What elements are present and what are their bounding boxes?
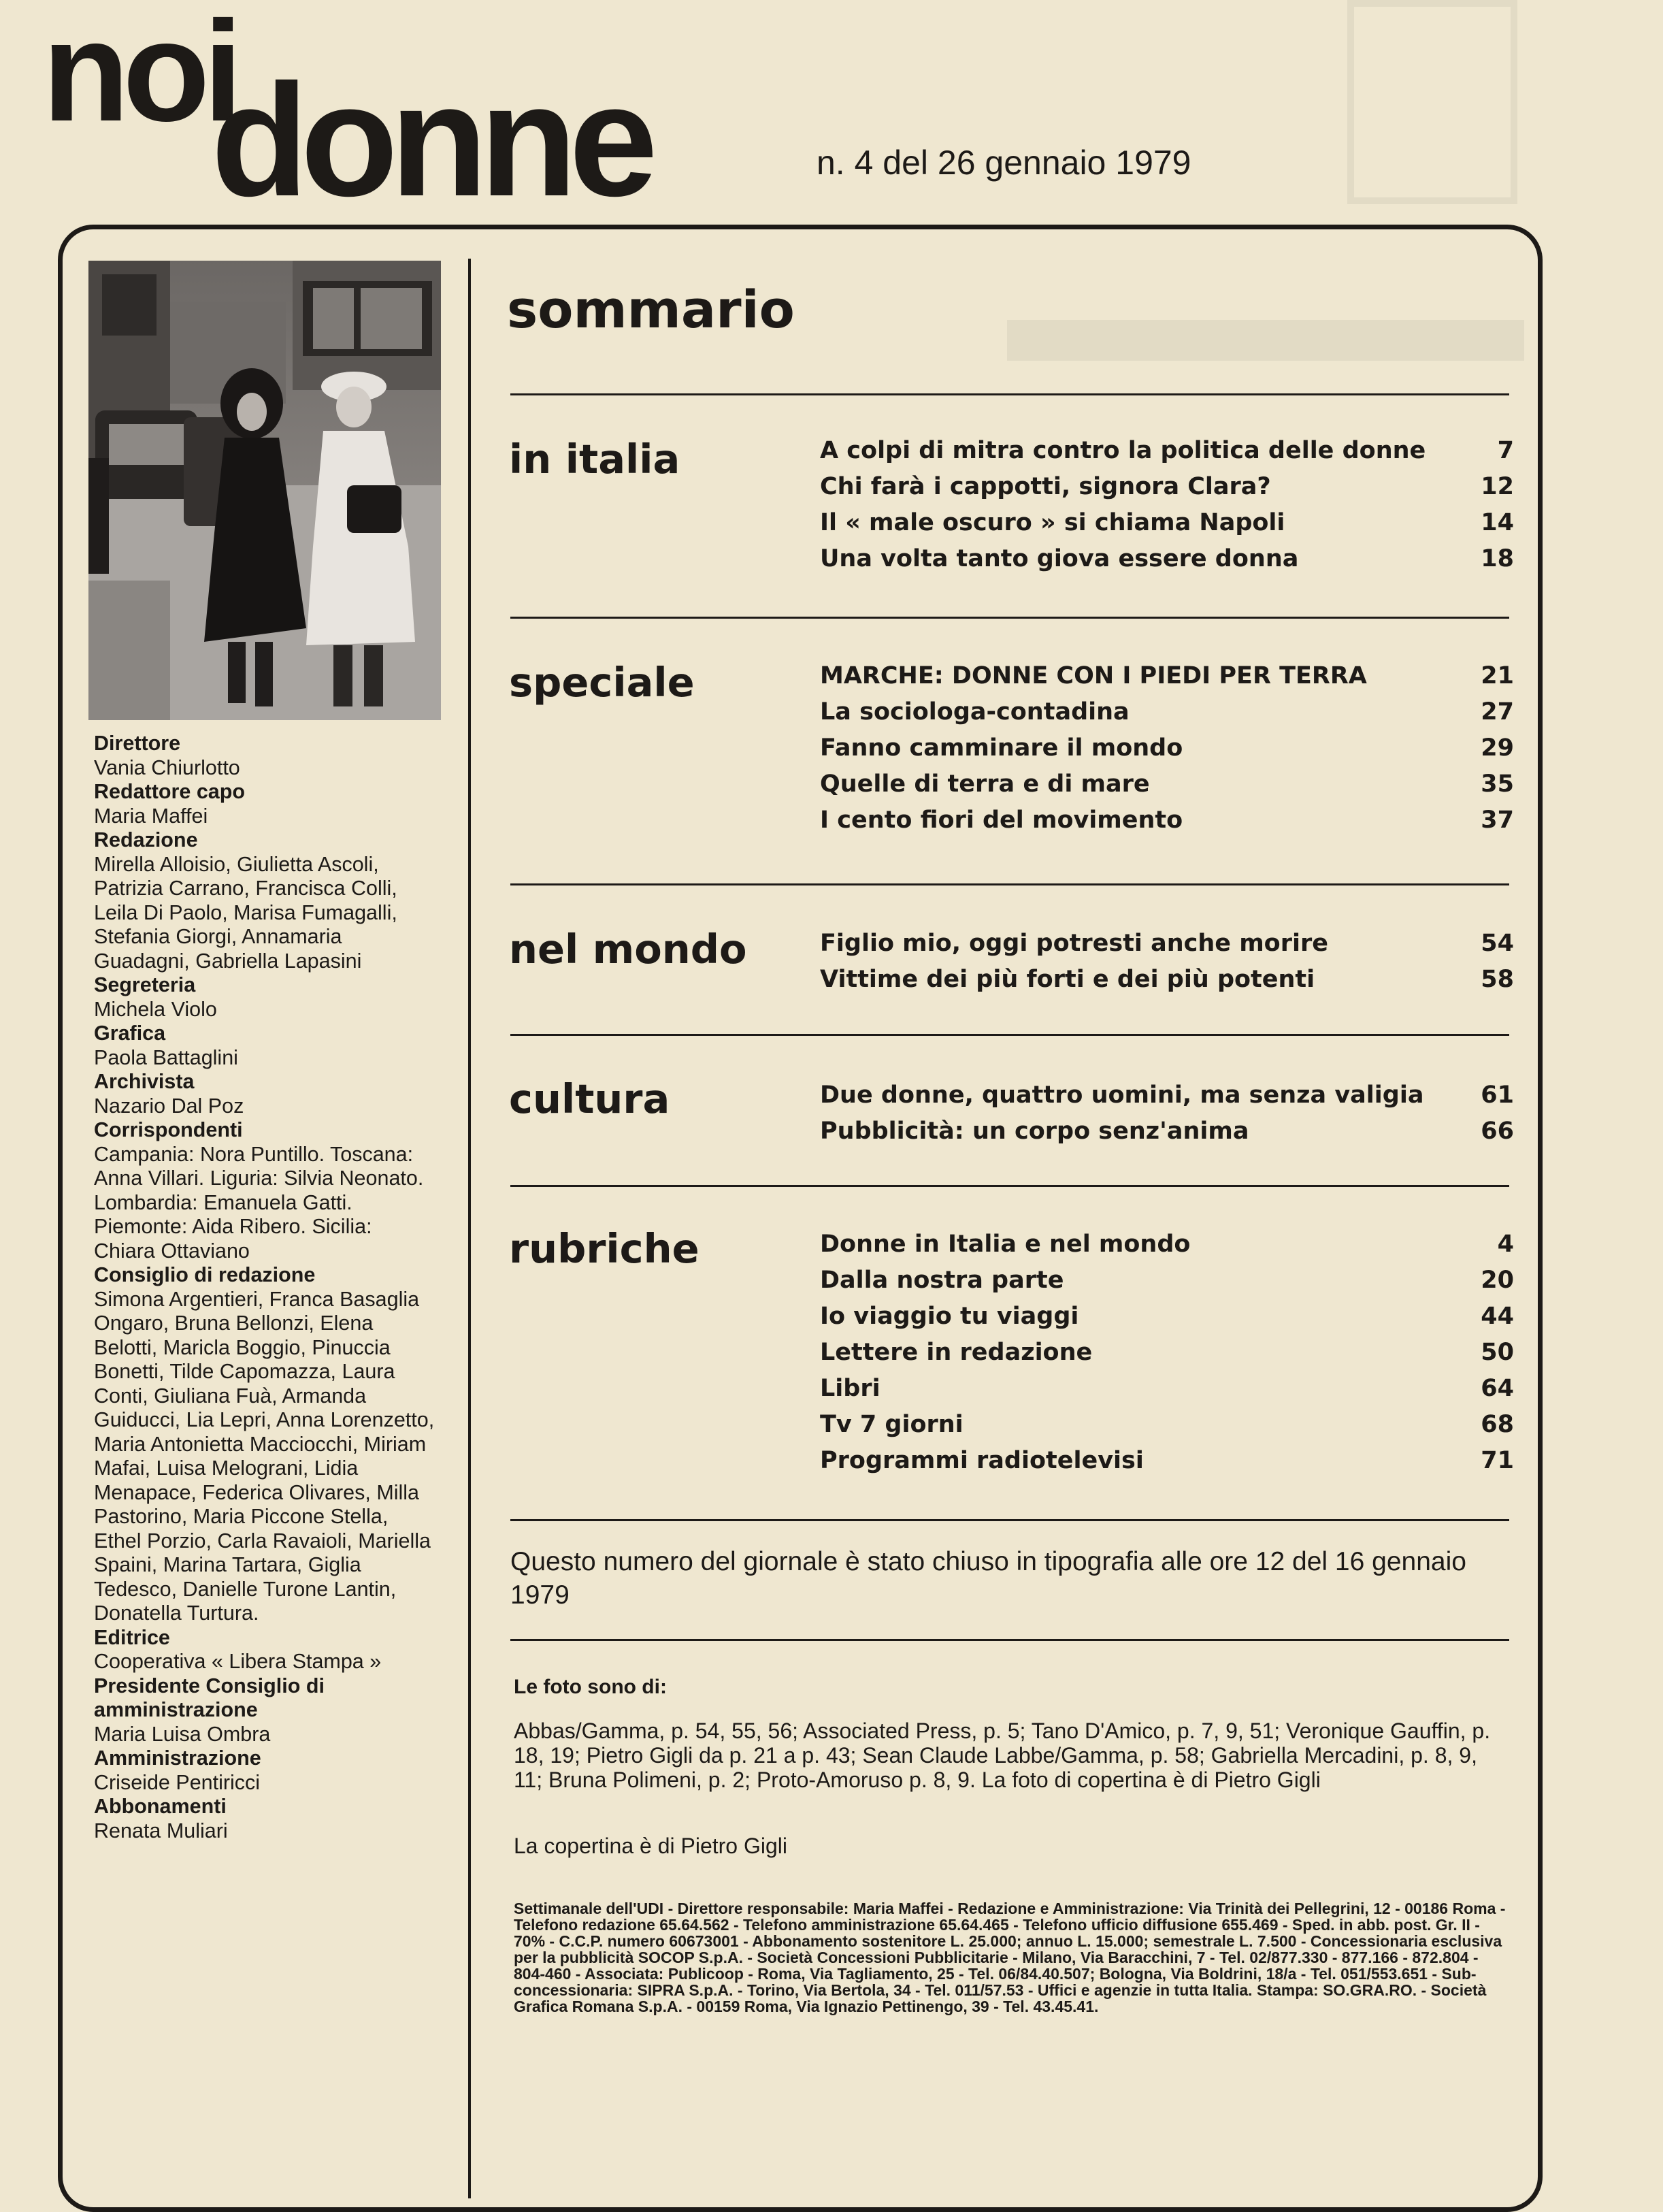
toc-entry-title: Donne in Italia e nel mondo <box>820 1231 1191 1258</box>
divider-3 <box>510 883 1509 885</box>
divider-5 <box>510 1185 1509 1187</box>
toc-entry[interactable] <box>820 1303 1514 1339</box>
toc-entry-title: Dalla nostra parte <box>820 1267 1064 1294</box>
toc-entry-title: Chi farà i cappotti, signora Clara? <box>820 473 1271 500</box>
toc-title: sommario <box>507 279 795 340</box>
toc-entry-page: 44 <box>1481 1303 1514 1330</box>
staff-entry-redattore-capo: Redattore capo Maria Maffei <box>94 780 246 828</box>
section-title-in-italia: in italia <box>509 436 680 483</box>
toc-entry-page: 37 <box>1481 807 1514 834</box>
staff-entry-amministrazione: Amministrazione Criseide Pentiricci <box>94 1746 261 1794</box>
toc-entry[interactable] <box>820 473 1514 509</box>
toc-entry-title: Tv 7 giorni <box>820 1411 964 1438</box>
staff-list <box>94 732 438 1843</box>
toc-entry-title: Lettere in redazione <box>820 1339 1093 1366</box>
logo-noi: noi <box>42 0 236 151</box>
toc-entry-title: Quelle di terra e di mare <box>820 770 1150 798</box>
toc-entry-page: 4 <box>1497 1231 1514 1258</box>
toc-entry[interactable] <box>820 1411 1514 1447</box>
toc-entry-page: 12 <box>1481 473 1514 500</box>
toc-entry-title: Vittime dei più forti e dei più potenti <box>820 966 1315 993</box>
section-title-nel-mondo: nel mondo <box>509 926 747 973</box>
toc-entry-title: Libri <box>820 1375 880 1402</box>
toc-entry-title: I cento fiori del movimento <box>820 807 1183 834</box>
toc-entry-page: 7 <box>1497 437 1514 464</box>
street-scene-photo <box>88 261 441 720</box>
toc-entry-page: 66 <box>1481 1118 1514 1145</box>
toc-entry-title: Programmi radiotelevisi <box>820 1447 1144 1474</box>
cover-photo <box>88 261 441 720</box>
toc-entry-page: 27 <box>1481 698 1514 726</box>
toc-entry-page: 14 <box>1481 509 1514 536</box>
toc-entry[interactable] <box>820 1375 1514 1411</box>
section-title-rubriche: rubriche <box>509 1225 699 1272</box>
imprint: Settimanale dell'UDI - Direttore responsabile: Maria Maffei - Redazione e Amministrazione: Via Trinità dei Pellegrini, 12 - 00186 Roma - Telefono redazione 65.64.562 - Telefono amministrazione 65.64.465 - Telefono ufficio diffusione 655.469 - Sped. in abb. post. Gr. II - 70% - C.C.P. numero 60673001 - Abbonamento sostenitore L. 25.000; annuo L. 15.000; semestrale L. 7.500 - Concessionaria esclusiva per la pubblicità SOCOP S.p.A. - Società Concessioni Pubblicitarie - Milano, Via Baracchini, 7 - Tel. 02/877.330 - 877.166 - 872.804 - 804-460 - Associata: Publicoop - Roma, Via Tagliamento, 25 - Tel. 06/84.40.507; Bologna, Via Boldrini, 18/a - Tel. 051/553.651 - Sub-concessionaria: SIPRA S.p.A. - Torino, Via Bertola, 34 - Tel. 011/57.53 - Uffici e agenzie in tutta Italia. Stampa: SO.GRA.RO. - Società Grafica Romana S.p.A. - 00159 Roma, Via Ignazio Pettinengo, 39 - Tel. 43.45.41. <box>514 1900 1506 2015</box>
divider-7 <box>510 1639 1509 1641</box>
toc-entry-title: Il « male oscuro » si chiama Napoli <box>820 509 1285 536</box>
toc-entry[interactable] <box>820 437 1514 473</box>
divider-1 <box>510 393 1509 395</box>
toc-entry-page: 29 <box>1481 734 1514 762</box>
staff-entry-segreteria: Segreteria Michela Violo <box>94 973 217 1021</box>
toc-entry[interactable] <box>820 545 1514 581</box>
toc-entry[interactable] <box>820 1081 1514 1118</box>
toc-entry-page: 20 <box>1481 1267 1514 1294</box>
staff-entry-corrispondenti: Corrispondenti Campania: Nora Puntillo. Toscana: Anna Villari. Liguria: Silvia Neonato. Lombardia: Emanuela Gatti. Piemonte: Aida Ribero. Sicilia: Chiara Ottaviano <box>94 1118 424 1263</box>
divider-4 <box>510 1034 1509 1036</box>
staff-entry-presidente: Presidente Consiglio di amministrazione Maria Luisa Ombra <box>94 1674 325 1746</box>
toc-entry-page: 54 <box>1481 930 1514 957</box>
toc-entry[interactable] <box>820 930 1514 966</box>
divider-6 <box>510 1519 1509 1521</box>
toc-entry-title: Figlio mio, oggi potresti anche morire <box>820 930 1328 957</box>
toc-entry[interactable] <box>820 662 1514 698</box>
staff-entry-redazione: Redazione Mirella Alloisio, Giulietta Ascoli, Patrizia Carrano, Francisca Colli, Leila Di Paolo, Marisa Fumagalli, Stefania Giorgi, Annamaria Guadagni, Gabriella Lapasini <box>94 828 397 973</box>
divider-2 <box>510 617 1509 619</box>
section-title-cultura: cultura <box>509 1075 670 1122</box>
toc-entry-page: 68 <box>1481 1411 1514 1438</box>
toc-entry[interactable] <box>820 1339 1514 1375</box>
toc-entry[interactable] <box>820 1267 1514 1303</box>
toc-entry-title: Pubblicità: un corpo senz'anima <box>820 1118 1249 1145</box>
toc-entry[interactable] <box>820 966 1514 1002</box>
photo-credits-title: Le foto sono di: <box>514 1676 667 1698</box>
toc-entry-title: Io viaggio tu viaggi <box>820 1303 1079 1330</box>
column-divider <box>468 259 471 2198</box>
toc-entry-title: A colpi di mitra contro la politica delle donne <box>820 437 1426 464</box>
toc-entry[interactable] <box>820 770 1514 807</box>
toc-entry[interactable] <box>820 1231 1514 1267</box>
section-title-speciale: speciale <box>509 659 695 706</box>
photo-credits: Abbas/Gamma, p. 54, 55, 56; Associated Press, p. 5; Tano D'Amico, p. 7, 9, 51; Veronique Gauffin, p. 18, 19; Pietro Gigli da p. 21 a p. 43; Sean Claude Labbe/Gamma, p. 58; Gabriella Mercadini, p. 8, 9, 11; Bruna Polimeni, p. 2; Proto-Amoruso p. 8, 9. La foto di copertina è di Pietro Gigli <box>514 1719 1491 1792</box>
cover-credit: La copertina è di Pietro Gigli <box>514 1834 787 1858</box>
toc-entry-page: 50 <box>1481 1339 1514 1366</box>
toc-entry-page: 58 <box>1481 966 1514 993</box>
toc-entry-page: 71 <box>1481 1447 1514 1474</box>
toc-entry[interactable] <box>820 698 1514 734</box>
toc-entry-page: 35 <box>1481 770 1514 798</box>
staff-entry-direttore: Direttore Vania Chiurlotto <box>94 732 240 779</box>
staff-entry-editrice: Editrice Cooperativa « Libera Stampa » <box>94 1625 382 1673</box>
toc-entry-title: MARCHE: DONNE CON I PIEDI PER TERRA <box>820 662 1367 689</box>
toc-entry-title: La sociologa-contadina <box>820 698 1130 726</box>
toc-entry-title: Due donne, quattro uomini, ma senza valigia <box>820 1081 1424 1109</box>
staff-entry-abbonamenti: Abbonamenti Renata Muliari <box>94 1795 228 1842</box>
toc-entry[interactable] <box>820 1447 1514 1483</box>
toc-entry-title: Fanno camminare il mondo <box>820 734 1183 762</box>
staff-entry-archivista: Archivista Nazario Dal Poz <box>94 1070 244 1118</box>
toc-entry-page: 64 <box>1481 1375 1514 1402</box>
toc-entry-page: 21 <box>1481 662 1514 689</box>
issue-date: n. 4 del 26 gennaio 1979 <box>817 144 1191 182</box>
staff-entry-consiglio: Consiglio di redazione Simona Argentieri, Franca Basaglia Ongaro, Bruna Bellonzi, Elena Belotti, Maricla Boggio, Pinuccia Bonetti, Tilde Capomazza, Laura Conti, Giuliana Fuà, Armanda Guiducci, Lia Lepri, Anna Lorenzetto, Maria Antonietta Macciocchi, Miriam Mafai, Luisa Melograni, Lidia Menapace, Federica Olivares, Milla Pastorino, Maria Piccone Stella, Ethel Porzio, Carla Ravaioli, Mariella Spaini, Marina Tartara, Giglia Tedesco, Danielle Turone Lantin, Donatella Turtura. <box>94 1263 435 1625</box>
toc-entry[interactable] <box>820 807 1514 843</box>
toc-entry-title: Una volta tanto giova essere donna <box>820 545 1299 572</box>
show-through-block-2 <box>1347 0 1517 204</box>
toc-entry[interactable] <box>820 734 1514 770</box>
toc-entry-page: 61 <box>1481 1081 1514 1109</box>
closing-note: Questo numero del giornale è stato chiuso in tipografia alle ore 12 del 16 gennaio 1979 <box>510 1547 1466 1610</box>
toc-entry-page: 18 <box>1481 545 1514 572</box>
toc-entry[interactable] <box>820 509 1514 545</box>
toc-entry[interactable] <box>820 1118 1514 1154</box>
logo-donne: donne <box>211 50 650 229</box>
staff-entry-grafica: Grafica Paola Battaglini <box>94 1022 238 1069</box>
